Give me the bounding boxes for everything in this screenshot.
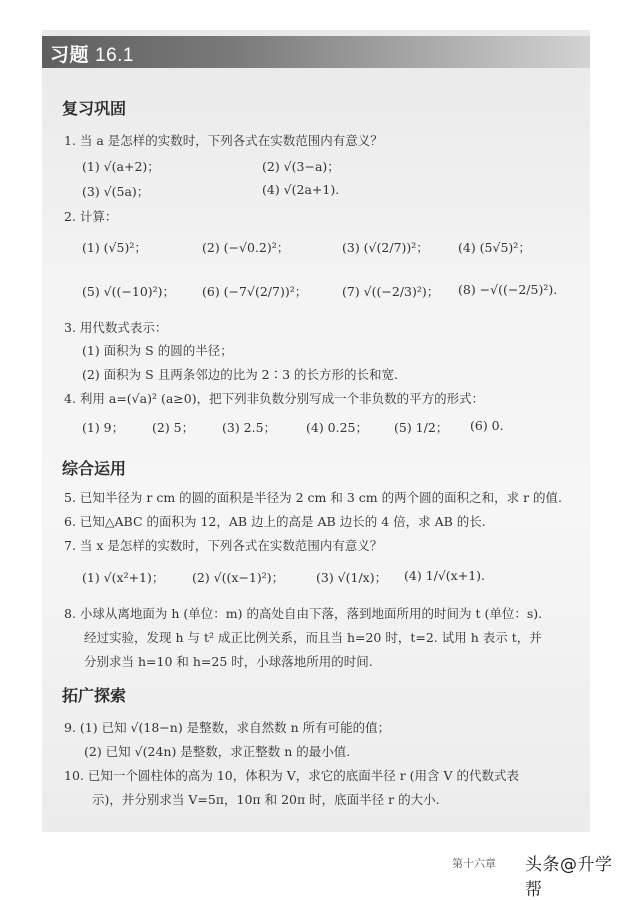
problem-1-item-3: (3) √(5a)；: [82, 184, 150, 199]
problem-5: 5. 已知半径为 r cm 的圆的面积是半径为 2 cm 和 3 cm 的两个圆的面积之和，求 r 的值.: [64, 490, 562, 505]
watermark: 头条@升学帮: [525, 855, 613, 900]
problem-3-stem: 3. 用代数式表示：: [64, 320, 168, 335]
problem-1-item-1: (1) √(a+2)；: [82, 159, 160, 174]
problem-7-item-3: (3) √(1/x)；: [316, 570, 388, 585]
problem-8-line-1: 8. 小球从离地面为 h (单位：m) 的高处自由下落，落到地面所用的时间为 t (单位：s).: [64, 606, 543, 621]
problem-7-item-4: (4) 1/√(x+1).: [404, 568, 486, 583]
problem-1-item-2: (2) √(3−a)；: [262, 159, 340, 174]
problem-9-item-2: (2) 已知 √(24n) 是整数，求正整数 n 的最小值.: [84, 744, 351, 759]
problem-4-item-1: (1) 9；: [82, 420, 125, 435]
problem-4-item-5: (5) 1/2；: [394, 420, 449, 435]
problem-4-item-2: (2) 5；: [152, 420, 195, 435]
problem-7-item-1: (1) √(x²+1)；: [82, 570, 165, 585]
problem-10-line-1: 10. 已知一个圆柱体的高为 10，体积为 V，求它的底面半径 r (用含 V 的代数式表: [64, 768, 520, 783]
section-extension: 拓广探索: [62, 686, 127, 705]
problem-1-stem: 1. 当 a 是怎样的实数时，下列各式在实数范围内有意义？: [64, 133, 383, 148]
section-application: 综合运用: [62, 459, 127, 478]
problem-2-item-5: (5) √((−10)²)；: [82, 284, 176, 299]
problem-7-stem: 7. 当 x 是怎样的实数时，下列各式在实数范围内有意义？: [64, 538, 383, 553]
problem-2-item-2: (2) (−√0.2)²；: [202, 240, 290, 255]
problem-4-item-4: (4) 0.25；: [306, 420, 369, 435]
problem-2-item-6: (6) (−7√(2/7))²；: [202, 284, 308, 299]
problem-2-item-1: (1) (√5)²；: [82, 240, 147, 255]
title-number: 16.1: [95, 45, 134, 66]
chapter-label: 第十六章: [452, 857, 496, 870]
problem-4-item-6: (6) 0.: [470, 418, 504, 433]
problem-2-stem: 2. 计算：: [64, 209, 118, 224]
problem-9-item-1: 9. (1) 已知 √(18−n) 是整数，求自然数 n 所有可能的值；: [64, 720, 391, 735]
problem-2-item-3: (3) (√(2/7))²；: [342, 240, 429, 255]
problem-3-item-1: (1) 面积为 S 的圆的半径；: [82, 343, 233, 358]
problem-2-item-7: (7) √((−2/3)²)；: [342, 284, 440, 299]
problem-2-item-8: (8) −√((−2/5)²).: [458, 282, 558, 297]
problem-7-item-2: (2) √((x−1)²)；: [192, 570, 285, 585]
problem-3-item-2: (2) 面积为 S 且两条邻边的比为 2∶3 的长方形的长和宽.: [82, 367, 399, 382]
exercise-title: [50, 40, 134, 67]
problem-4-item-3: (3) 2.5；: [222, 420, 277, 435]
problem-2-item-4: (4) (5√5)²；: [458, 240, 531, 255]
title-prefix: 习题: [50, 44, 90, 66]
section-review: 复习巩固: [62, 99, 127, 118]
problem-1-item-4: (4) √(2a+1).: [262, 182, 340, 197]
problem-4-stem: 4. 利用 a=(√a)² (a≥0)，把下列非负数分别写成一个非负数的平方的形式：: [64, 391, 485, 406]
problem-6: 6. 已知△ABC 的面积为 12，AB 边上的高是 AB 边长的 4 倍，求 AB 的长.: [64, 514, 486, 529]
problem-8-line-3: 分别求当 h=10 和 h=25 时，小球落地所用的时间.: [84, 654, 373, 669]
problem-10-line-2: 示)，并分别求当 V=5π，10π 和 20π 时，底面半径 r 的大小.: [92, 792, 440, 807]
problem-8-line-2: 经过实验，发现 h 与 t² 成正比例关系，而且当 h=20 时，t=2. 试用 h 表示 t，并: [84, 630, 542, 645]
